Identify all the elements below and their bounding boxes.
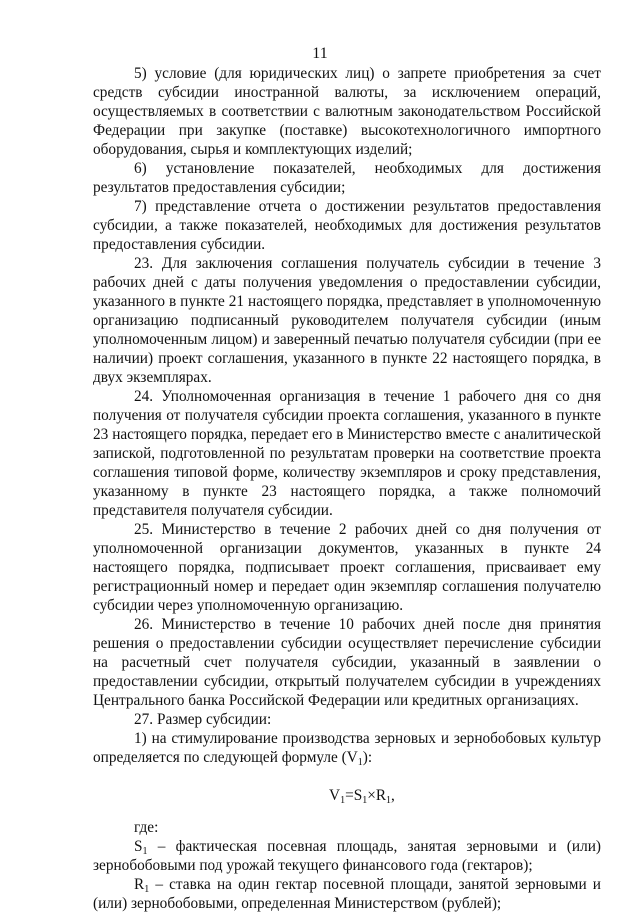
formula-end: , bbox=[391, 787, 395, 804]
formula-r-sub: 1 bbox=[386, 795, 392, 806]
r1-text: – ставка на один гектар посевной площади, занятой зерновыми и (или) зернобобовыми, определенная Министерством (рублей); bbox=[93, 876, 601, 912]
s1-symbol: S bbox=[134, 838, 143, 855]
s1-subscript: 1 bbox=[142, 846, 148, 857]
paragraph-27-item-1 bbox=[93, 729, 601, 767]
definition-r1 bbox=[93, 875, 601, 913]
s1-text: – фактическая посевная площадь, занятая зерновыми и (или) зернобобовыми под урожай текущего финансового года (гектаров); bbox=[93, 838, 601, 874]
paragraph-item-7: 7) представление отчета о достижении результатов предоставления субсидии, а также показателей, необходимых для достижения результатов предоставления субсидии. bbox=[93, 198, 601, 253]
formula-eq-s: =S bbox=[345, 787, 363, 804]
paragraph-27: 27. Размер субсидии: bbox=[134, 711, 272, 728]
definition-s1 bbox=[93, 837, 601, 875]
formula-s-sub: 1 bbox=[362, 795, 368, 806]
item1-text: 1) на стимулирование производства зерновых и зернобобовых культур определяется по следующей формуле (V bbox=[93, 730, 601, 766]
formula bbox=[93, 786, 601, 805]
paragraph-25: 25. Министерство в течение 2 рабочих дней со дня получения от уполномоченной организации документов, указанных в пункте 24 настоящего порядка, подписывает проект соглашения, присваивает ему регистрационный номер и передает один экземпляр соглашения получателю субсидии через уполномоченную организацию. bbox=[93, 521, 601, 614]
page-number: 11 bbox=[312, 45, 328, 62]
paragraph-24: 24. Уполномоченная организация в течение 1 рабочего дня со дня получения от получателя субсидии проекта соглашения, указанного в пункте 23 настоящего порядка, передает его в Министерство вместе с аналитической запиской, подготовленной по результатам проверки на соответствие проекта соглашения типовой форме, количеству экземпляров и сроку представления, указанному в пункте 23 настоящего порядка, а также полномочий представителя получателя субсидии. bbox=[93, 388, 601, 519]
paragraph-item-6: 6) установление показателей, необходимых для достижения результатов предоставления субсидии; bbox=[93, 160, 601, 196]
formula-v: V bbox=[329, 787, 341, 804]
where-label: где: bbox=[134, 819, 159, 836]
paragraph-item-5: 5) условие (для юридических лиц) о запрете приобретения за счет средств субсидии иностранной валюты, за исключением операций, осуществляемых в соответствии с валютным законодательством Российской Федерации при закупке (поставке) высокотехнологичного импортного оборудования, сырья и комплектующих изделий; bbox=[93, 65, 601, 158]
formula-times-r: ×R bbox=[367, 787, 387, 804]
r1-subscript: 1 bbox=[144, 884, 150, 895]
item1-close: ): bbox=[362, 749, 373, 766]
item1-subscript: 1 bbox=[357, 757, 363, 768]
paragraph-26: 26. Министерство в течение 10 рабочих дней после дня принятия решения о предоставлении субсидии осуществляет перечисление субсидии на расчетный счет получателя субсидии, указанный в заявлении о предоставлении субсидии, открытый получателем субсидии в учреждениях Центрального банка Российской Федерации или кредитных организациях. bbox=[93, 616, 601, 709]
formula-v-sub: 1 bbox=[340, 795, 346, 806]
paragraph-23: 23. Для заключения соглашения получатель субсидии в течение 3 рабочих дней с даты получения уведомления о предоставлении субсидии, указанного в пункте 21 настоящего порядка, представляет в уполномоченную организацию подписанный руководителем получателя субсидии (иным уполномоченным лицом) и заверенный печатью получателя субсидии (при ее наличии) проект соглашения, указанного в пункте 22 настоящего порядка, в двух экземплярах. bbox=[93, 255, 601, 386]
r1-symbol: R bbox=[134, 876, 145, 893]
document-body bbox=[93, 64, 601, 913]
